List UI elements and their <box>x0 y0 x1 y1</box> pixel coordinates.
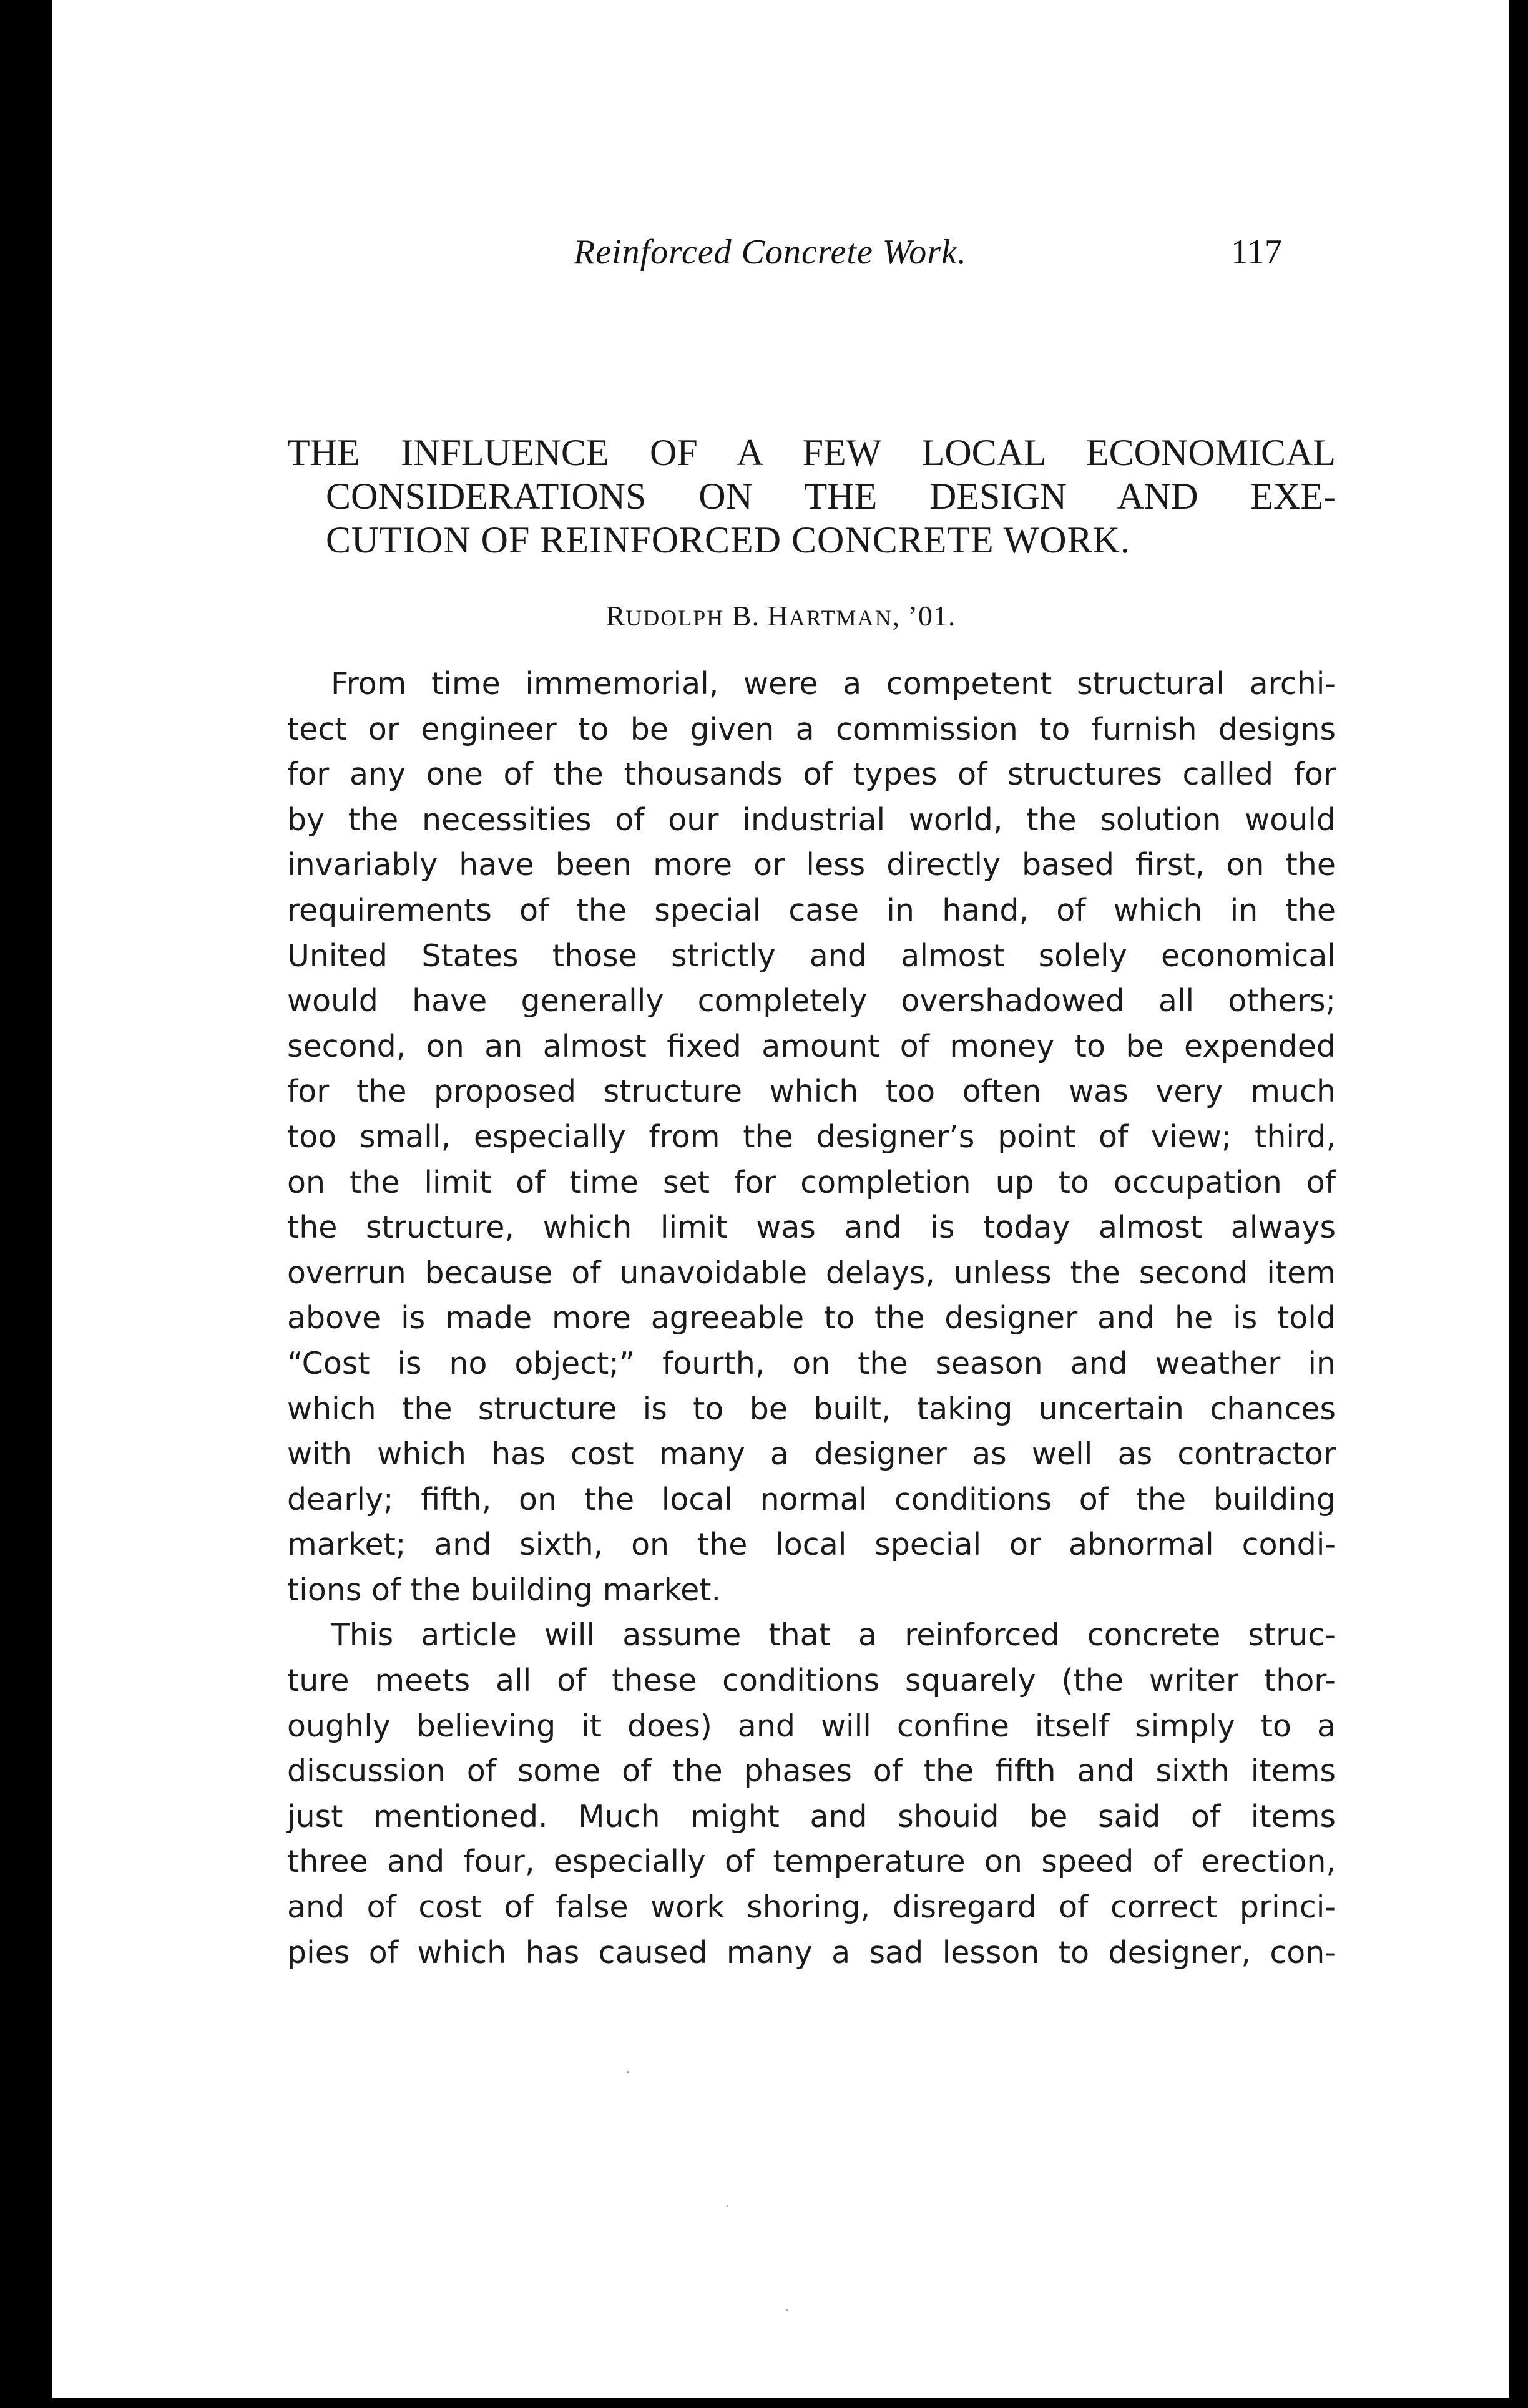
running-head <box>52 232 1509 276</box>
text-line: would have generally completely overshadowed all others; <box>287 983 1336 1019</box>
text-line: and of cost of false work shoring, disregard of correct princi- <box>287 1889 1336 1926</box>
author-class-year: ’01. <box>908 600 956 632</box>
text-line: market; and sixth, on the local special or abnormal condi- <box>287 1527 1336 1563</box>
text-line: for the proposed structure which too often was very much <box>287 1074 1336 1110</box>
text-line: ture meets all of these conditions squarely (the writer thor- <box>287 1663 1336 1699</box>
text-line: United States those strictly and almost solely economical <box>287 937 1336 974</box>
text-line: on the limit of time set for completion up to occupation of <box>287 1164 1336 1200</box>
author-byline: RUDOLPH B. HARTMAN, ’01. <box>605 600 956 632</box>
text-line: invariably have been more or less directly based first, on the <box>287 847 1336 883</box>
author-last-initial: H <box>767 600 789 632</box>
title-line: THE INFLUENCE OF A FEW LOCAL ECONOMICAL <box>287 432 1336 473</box>
text-line: This article will assume that a reinforced concrete struc- <box>331 1617 1336 1653</box>
title-line: CUTION OF REINFORCED CONCRETE WORK. <box>326 519 1130 560</box>
paragraph-2 <box>287 1613 1336 1975</box>
text-line: too small, especially from the designer’s point of view; third, <box>287 1118 1336 1155</box>
paragraph-1 <box>287 662 1336 1613</box>
paper-speck <box>727 2205 728 2207</box>
scan-border-right <box>1509 0 1528 2408</box>
text-line: by the necessities of our industrial world, the solution would <box>287 801 1336 838</box>
text-line: three and four, especially of temperature on speed of erection, <box>287 1844 1336 1880</box>
page-number: 117 <box>1231 233 1282 272</box>
paper-speck <box>627 2071 629 2073</box>
article-title <box>287 431 1336 562</box>
text-line: overrun because of unavoidable delays, unless the second item <box>287 1255 1336 1291</box>
text-line: the structure, which limit was and is today almost always <box>287 1210 1336 1246</box>
scan-border-left <box>0 0 52 2408</box>
text-line: dearly; fifth, on the local normal conditions of the building <box>287 1481 1336 1517</box>
author-middle-initial: B. <box>732 600 760 632</box>
author-first-rest: UDOLPH <box>625 605 725 630</box>
text-line: just mentioned. Much might and shouid be said of items <box>287 1798 1336 1834</box>
text-line: tions of the building market. <box>287 1572 722 1608</box>
text-line: second, on an almost fixed amount of money to be expended <box>287 1028 1336 1064</box>
text-line: with which has cost many a designer as well as contractor <box>287 1436 1336 1472</box>
running-title: Reinforced Concrete Work. <box>574 233 967 272</box>
text-line: for any one of the thousands of types of structures called for <box>287 756 1336 793</box>
text-line: oughly believing it does) and will confine itself simply to a <box>287 1708 1336 1744</box>
book-page <box>52 0 1509 2398</box>
paper-speck <box>786 2309 788 2311</box>
author-last-rest: ARTMAN <box>788 605 893 630</box>
article-body <box>287 662 1336 1975</box>
title-line: CONSIDERATIONS ON THE DESIGN AND EXE- <box>326 476 1336 517</box>
text-line: requirements of the special case in hand, of which in the <box>287 892 1336 928</box>
text-line: above is made more agreeable to the designer and he is told <box>287 1300 1336 1336</box>
text-line: tect or engineer to be given a commission to furnish designs <box>287 711 1336 747</box>
text-line: discussion of some of the phases of the fifth and sixth items <box>287 1753 1336 1789</box>
scan-border-bottom <box>0 2398 1528 2408</box>
text-line: From time immemorial, were a competent structural archi- <box>331 666 1336 702</box>
author-first-initial: R <box>605 600 626 632</box>
text-line: pies of which has caused many a sad lesson to designer, con- <box>287 1934 1336 1970</box>
text-line: “Cost is no object;” fourth, on the season and weather in <box>287 1345 1336 1381</box>
text-line: which the structure is to be built, taking uncertain chances <box>287 1391 1336 1427</box>
